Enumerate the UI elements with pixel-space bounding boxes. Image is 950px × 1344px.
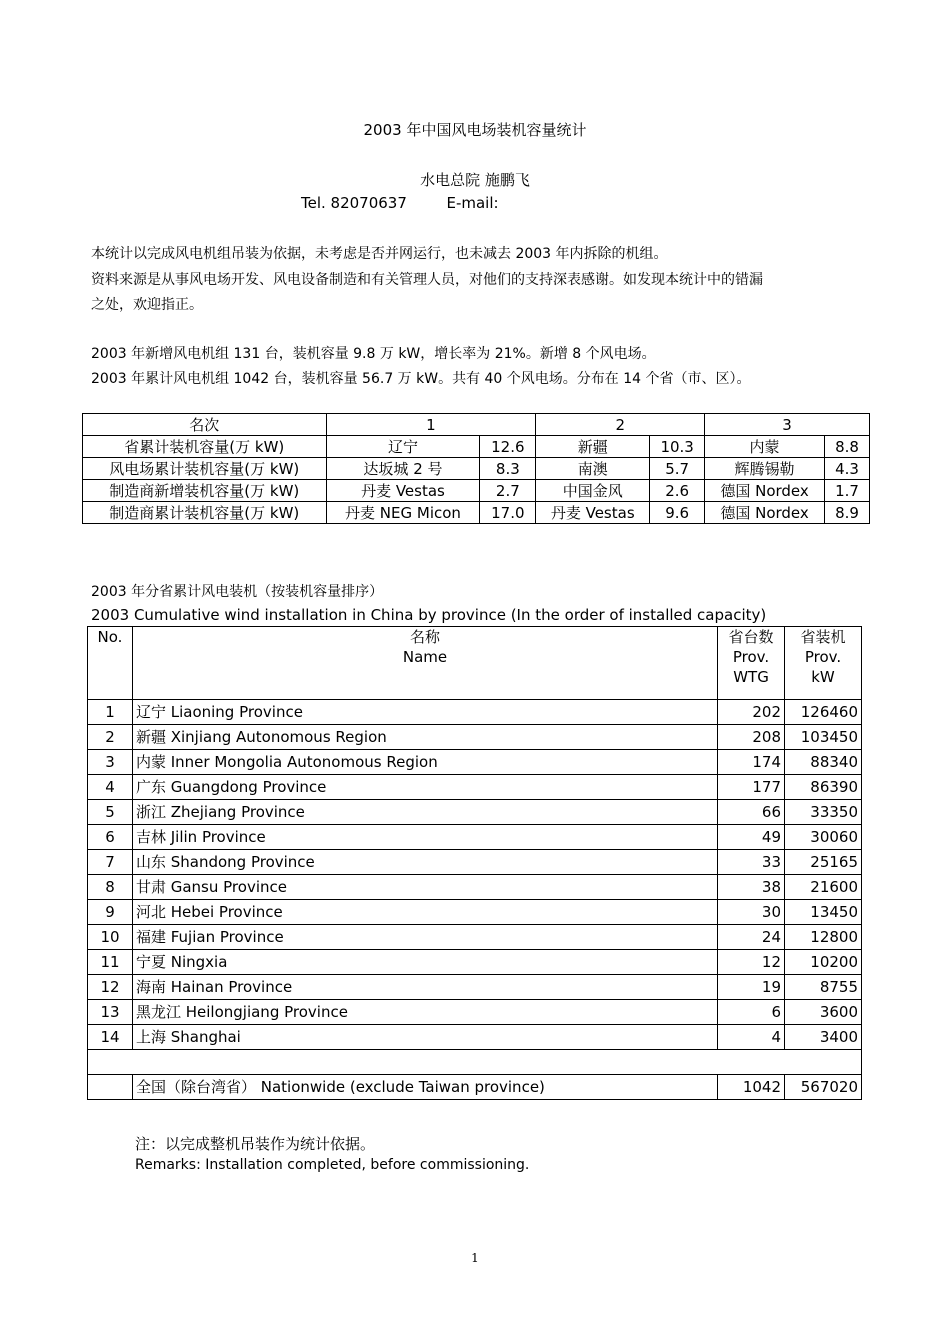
table-row (88, 950, 862, 975)
row-no: 4 (88, 775, 133, 800)
table-row (88, 825, 862, 850)
table-row (88, 775, 862, 800)
ranking-header-1: 1 (326, 414, 536, 436)
ranking-cell: 丹麦 NEG Micon (326, 502, 480, 524)
row-name: 吉林 Jilin Province (132, 825, 717, 850)
row-no: 13 (88, 1000, 133, 1025)
table-total-row (88, 1075, 862, 1100)
ranking-row (83, 502, 870, 524)
row-name: 内蒙 Inner Mongolia Autonomous Region (132, 750, 717, 775)
header-no: No. (88, 627, 133, 700)
row-no: 7 (88, 850, 133, 875)
header-kw (785, 627, 862, 700)
intro-paragraph-2a: 资料来源是从事风电场开发、风电设备制造和有关管理人员，对他们的支持深表感谢。如发现本统计中的错漏 (91, 272, 763, 288)
ranking-cell: 丹麦 Vestas (326, 480, 480, 502)
row-wtg: 30 (718, 900, 785, 925)
tel-text: Tel. 82070637 (301, 194, 407, 212)
ranking-cell: 辽宁 (326, 436, 480, 458)
row-no: 2 (88, 725, 133, 750)
contact-line (301, 194, 499, 212)
row-wtg: 177 (718, 775, 785, 800)
row-name: 辽宁 Liaoning Province (132, 700, 717, 725)
row-name: 浙江 Zhejiang Province (132, 800, 717, 825)
table-row (88, 850, 862, 875)
ranking-label: 省累计装机容量(万 kW) (83, 436, 327, 458)
row-no: 1 (88, 700, 133, 725)
header-kw-2: Prov. (804, 648, 842, 666)
total-name: 全国（除台湾省） Nationwide (exclude Taiwan province) (132, 1075, 717, 1100)
row-name: 海南 Hainan Province (132, 975, 717, 1000)
province-title-en: 2003 Cumulative wind installation in China by province (In the order of installed capacity) (91, 606, 767, 624)
row-wtg: 174 (718, 750, 785, 775)
row-name: 河北 Hebei Province (132, 900, 717, 925)
row-kw: 126460 (785, 700, 862, 725)
row-kw: 10200 (785, 950, 862, 975)
intro-paragraph-4: 2003 年累计风电机组 1042 台，装机容量 56.7 万 kW。共有 40 个风电场。分布在 14 个省（市、区）。 (91, 371, 751, 387)
ranking-label: 风电场累计装机容量(万 kW) (83, 458, 327, 480)
row-kw: 33350 (785, 800, 862, 825)
ranking-value: 12.6 (480, 436, 536, 458)
ranking-header-rank: 名次 (83, 414, 327, 436)
ranking-header-2: 2 (536, 414, 705, 436)
ranking-row (83, 480, 870, 502)
row-wtg: 208 (718, 725, 785, 750)
intro-paragraph-2b: 之处，欢迎指正。 (91, 297, 203, 313)
row-kw: 13450 (785, 900, 862, 925)
empty-cell (88, 1050, 862, 1075)
author-line: 水电总院 施鹏飞 (420, 171, 530, 189)
table-row (88, 700, 862, 725)
header-kw-1: 省装机 (800, 628, 846, 646)
row-name: 山东 Shandong Province (132, 850, 717, 875)
row-wtg: 202 (718, 700, 785, 725)
ranking-label: 制造商累计装机容量(万 kW) (83, 502, 327, 524)
ranking-value: 9.6 (650, 502, 705, 524)
table-row (88, 725, 862, 750)
row-name: 甘肃 Gansu Province (132, 875, 717, 900)
total-no (88, 1075, 133, 1100)
table-row (88, 900, 862, 925)
table-empty-row (88, 1050, 862, 1075)
row-kw: 103450 (785, 725, 862, 750)
row-name: 广东 Guangdong Province (132, 775, 717, 800)
table-row (88, 1025, 862, 1050)
ranking-cell: 新疆 (536, 436, 650, 458)
ranking-cell: 南澳 (536, 458, 650, 480)
row-name: 新疆 Xinjiang Autonomous Region (132, 725, 717, 750)
header-wtg-3: WTG (733, 668, 769, 686)
row-name: 上海 Shanghai (132, 1025, 717, 1050)
row-no: 6 (88, 825, 133, 850)
row-no: 14 (88, 1025, 133, 1050)
header-wtg-2: Prov. (732, 648, 770, 666)
row-name: 福建 Fujian Province (132, 925, 717, 950)
ranking-row (83, 458, 870, 480)
header-wtg (718, 627, 785, 700)
province-title-cn: 2003 年分省累计风电装机（按装机容量排序） (91, 584, 384, 600)
page-title: 2003 年中国风电场装机容量统计 (363, 121, 587, 139)
row-wtg: 4 (718, 1025, 785, 1050)
ranking-value: 2.6 (650, 480, 705, 502)
header-wtg-1: 省台数 (728, 628, 774, 646)
row-no: 5 (88, 800, 133, 825)
row-wtg: 66 (718, 800, 785, 825)
ranking-cell: 辉腾锡勒 (705, 458, 825, 480)
total-wtg: 1042 (718, 1075, 785, 1100)
table-row (88, 750, 862, 775)
ranking-value: 8.3 (480, 458, 536, 480)
ranking-value: 4.3 (824, 458, 869, 480)
ranking-header-row (83, 414, 870, 436)
note-en: Remarks: Installation completed, before commissioning. (135, 1157, 530, 1173)
row-no: 8 (88, 875, 133, 900)
intro-paragraph-3: 2003 年新增风电机组 131 台，装机容量 9.8 万 kW，增长率为 21%。新增 8 个风电场。 (91, 346, 656, 362)
row-kw: 88340 (785, 750, 862, 775)
ranking-value: 8.9 (824, 502, 869, 524)
row-no: 11 (88, 950, 133, 975)
row-kw: 25165 (785, 850, 862, 875)
ranking-value: 1.7 (824, 480, 869, 502)
ranking-cell: 丹麦 Vestas (536, 502, 650, 524)
ranking-cell: 中国金风 (536, 480, 650, 502)
row-no: 10 (88, 925, 133, 950)
row-wtg: 24 (718, 925, 785, 950)
ranking-table (82, 413, 870, 524)
row-name: 宁夏 Ningxia (132, 950, 717, 975)
row-kw: 8755 (785, 975, 862, 1000)
ranking-value: 10.3 (650, 436, 705, 458)
intro-paragraph-1: 本统计以完成风电机组吊装为依据，未考虑是否并网运行，也未减去 2003 年内拆除的机组。 (91, 246, 668, 262)
ranking-label: 制造商新增装机容量(万 kW) (83, 480, 327, 502)
ranking-cell: 内蒙 (705, 436, 825, 458)
table-row (88, 800, 862, 825)
table-row (88, 925, 862, 950)
page-number: 1 (471, 1251, 479, 1265)
row-no: 3 (88, 750, 133, 775)
ranking-cell: 达坂城 2 号 (326, 458, 480, 480)
row-kw: 21600 (785, 875, 862, 900)
ranking-value: 8.8 (824, 436, 869, 458)
row-kw: 12800 (785, 925, 862, 950)
ranking-cell: 德国 Nordex (705, 502, 825, 524)
ranking-header-3: 3 (705, 414, 870, 436)
province-header-row (88, 627, 862, 700)
email-label: E-mail: (446, 194, 499, 212)
table-row (88, 875, 862, 900)
row-kw: 3400 (785, 1025, 862, 1050)
note-cn: 注：以完成整机吊装作为统计依据。 (135, 1135, 376, 1153)
row-wtg: 49 (718, 825, 785, 850)
ranking-value: 2.7 (480, 480, 536, 502)
table-row (88, 1000, 862, 1025)
row-no: 12 (88, 975, 133, 1000)
row-kw: 30060 (785, 825, 862, 850)
row-kw: 86390 (785, 775, 862, 800)
row-wtg: 38 (718, 875, 785, 900)
row-wtg: 19 (718, 975, 785, 1000)
header-name-cn: 名称 (410, 628, 441, 646)
header-name-en: Name (402, 648, 448, 666)
ranking-row (83, 436, 870, 458)
header-kw-3: kW (811, 668, 835, 686)
row-wtg: 6 (718, 1000, 785, 1025)
ranking-value: 5.7 (650, 458, 705, 480)
ranking-cell: 德国 Nordex (705, 480, 825, 502)
row-wtg: 12 (718, 950, 785, 975)
row-kw: 3600 (785, 1000, 862, 1025)
total-kw: 567020 (785, 1075, 862, 1100)
table-row (88, 975, 862, 1000)
province-table (87, 626, 862, 1100)
header-name (132, 627, 717, 700)
ranking-value: 17.0 (480, 502, 536, 524)
row-name: 黑龙江 Heilongjiang Province (132, 1000, 717, 1025)
row-no: 9 (88, 900, 133, 925)
row-wtg: 33 (718, 850, 785, 875)
